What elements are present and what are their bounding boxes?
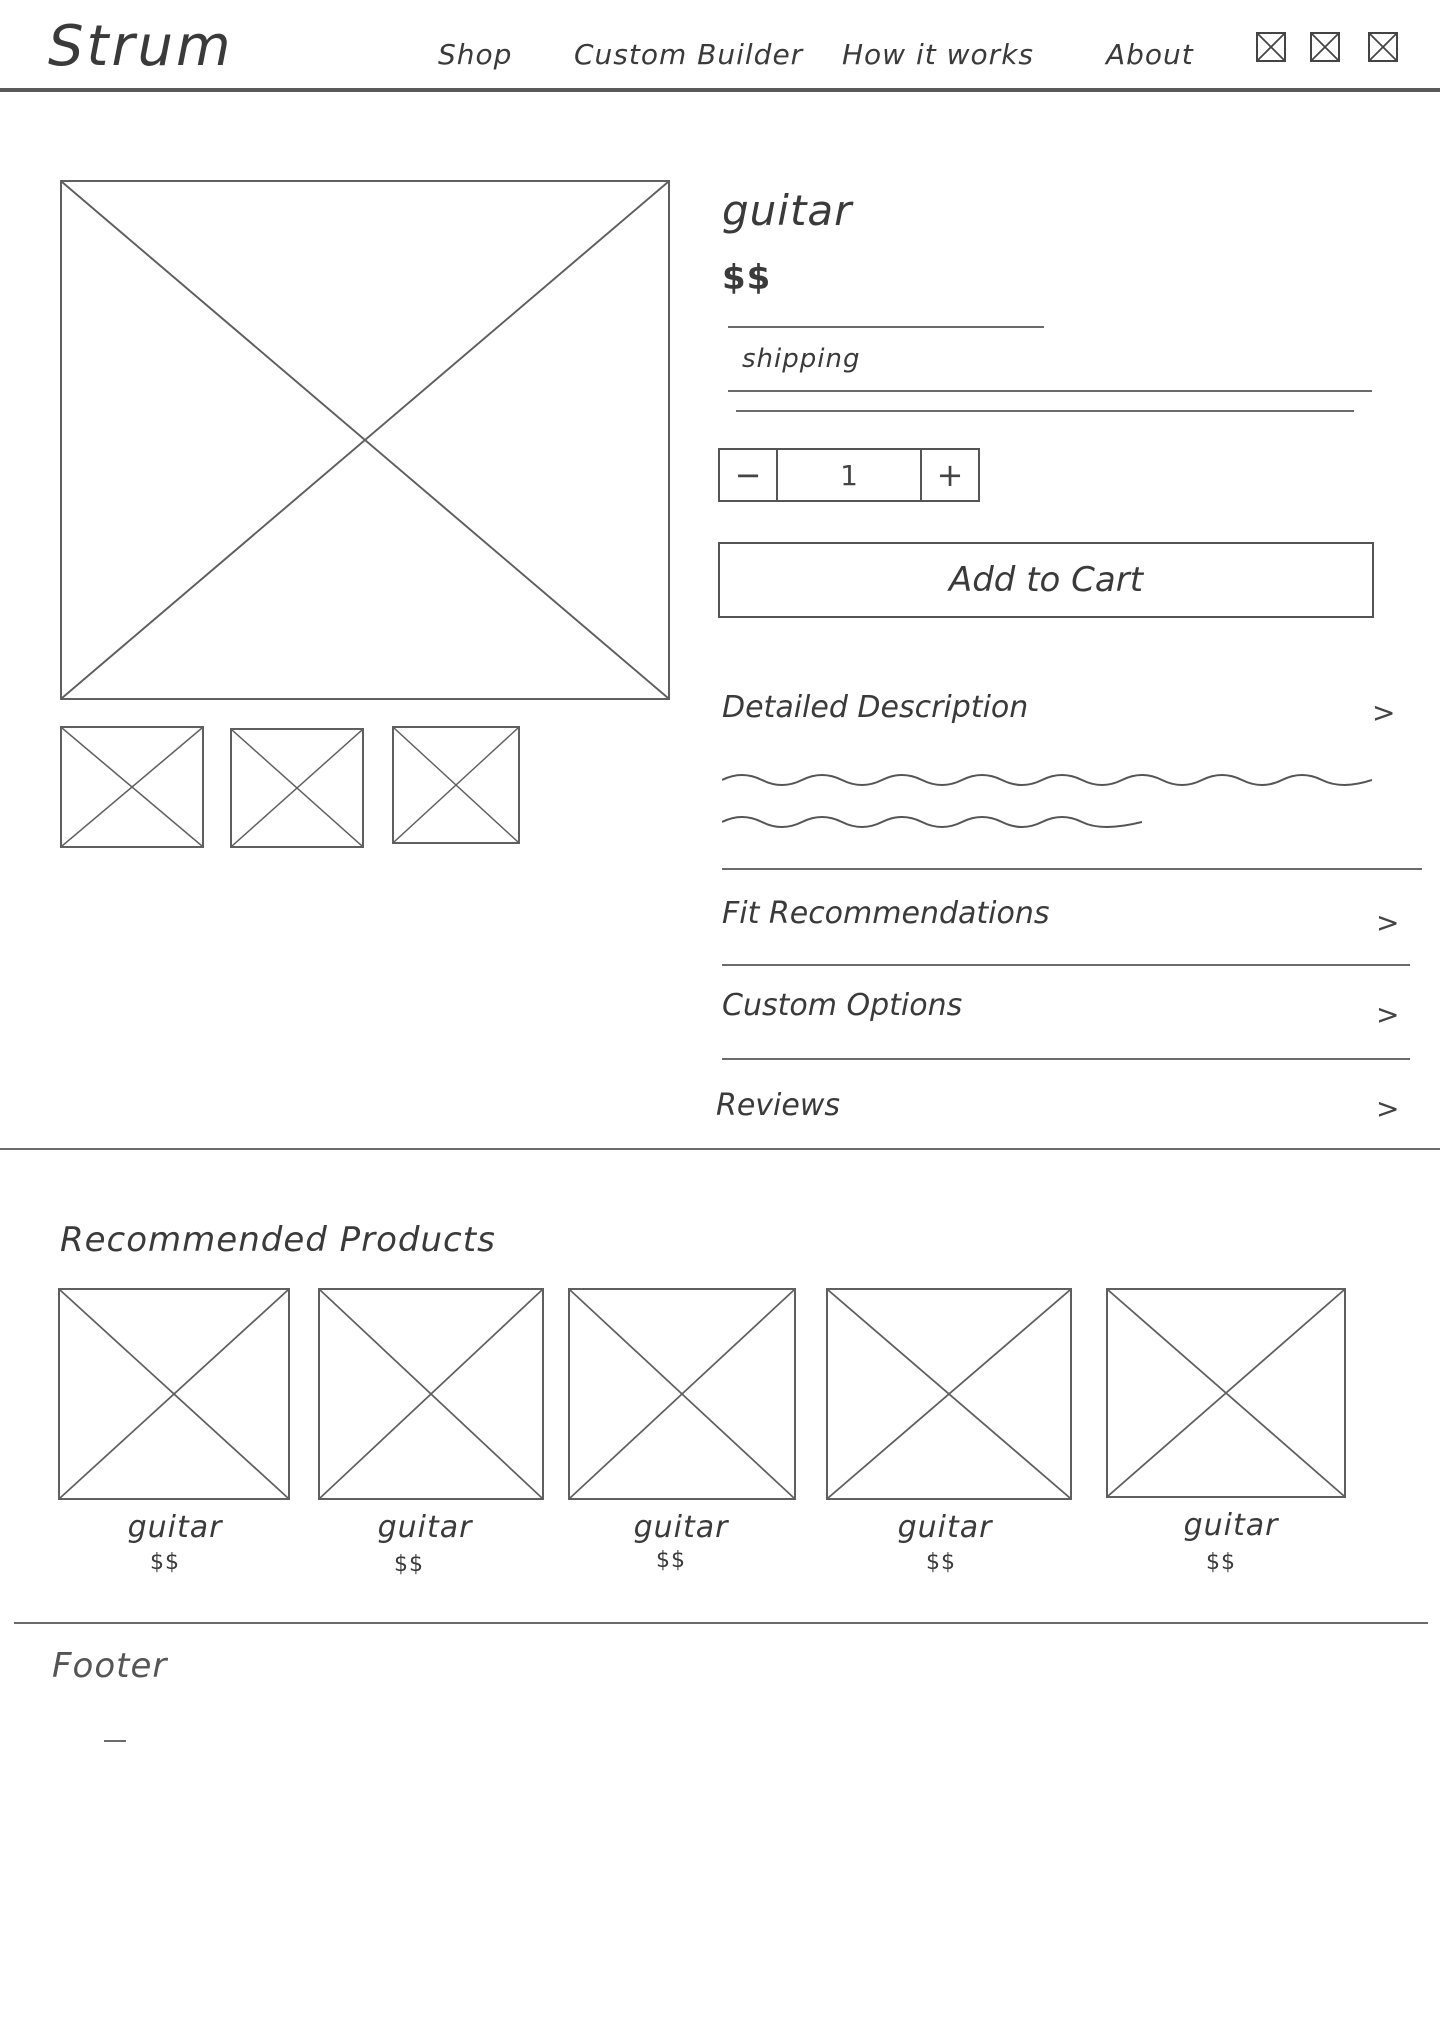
image-placeholder-icon bbox=[60, 1290, 288, 1498]
section-divider-3 bbox=[722, 1058, 1410, 1060]
quantity-increase-button[interactable]: + bbox=[920, 450, 978, 500]
image-placeholder-icon bbox=[1312, 34, 1338, 60]
image-placeholder-icon bbox=[1258, 34, 1284, 60]
chevron-right-icon[interactable]: > bbox=[1376, 998, 1400, 1031]
chevron-right-icon[interactable]: > bbox=[1372, 696, 1396, 729]
recommended-product-price-4: $$ bbox=[926, 1550, 956, 1575]
nav-shop[interactable]: Shop bbox=[438, 38, 513, 71]
chevron-right-icon[interactable]: > bbox=[1376, 906, 1400, 939]
nav-about[interactable]: About bbox=[1106, 38, 1194, 71]
product-title: guitar bbox=[722, 186, 853, 235]
add-to-cart-button[interactable]: Add to Cart bbox=[718, 542, 1374, 618]
chevron-right-icon[interactable]: > bbox=[1376, 1092, 1400, 1125]
quantity-stepper bbox=[718, 448, 980, 502]
shipping-divider-2 bbox=[736, 410, 1354, 412]
nav-how-it-works[interactable]: How it works bbox=[842, 38, 1034, 71]
image-placeholder-icon bbox=[1108, 1290, 1344, 1496]
section-detailed-description[interactable]: Detailed Description bbox=[722, 690, 1029, 725]
recommended-product-name-3[interactable]: guitar bbox=[633, 1510, 729, 1545]
thumbnail-2[interactable] bbox=[230, 728, 364, 848]
image-placeholder-icon bbox=[828, 1290, 1070, 1498]
header-icon-1[interactable] bbox=[1256, 32, 1286, 62]
image-placeholder-icon bbox=[570, 1290, 794, 1498]
thumbnail-1[interactable] bbox=[60, 726, 204, 848]
main-product-image[interactable] bbox=[60, 180, 670, 700]
recommended-product-name-5[interactable]: guitar bbox=[1183, 1508, 1279, 1543]
header-icon-2[interactable] bbox=[1310, 32, 1340, 62]
quantity-decrease-button[interactable]: − bbox=[720, 450, 778, 500]
product-section-divider bbox=[0, 1148, 1440, 1150]
recommended-title: Recommended Products bbox=[60, 1220, 496, 1260]
thumbnail-3[interactable] bbox=[392, 726, 520, 844]
nav-custom-builder[interactable]: Custom Builder bbox=[574, 38, 804, 71]
image-placeholder-icon bbox=[394, 728, 518, 842]
shipping-label: shipping bbox=[742, 344, 861, 374]
recommended-product-price-5: $$ bbox=[1206, 1550, 1236, 1575]
footer-title: Footer bbox=[52, 1646, 168, 1686]
recommended-product-image-4[interactable] bbox=[826, 1288, 1072, 1500]
recommended-product-image-1[interactable] bbox=[58, 1288, 290, 1500]
site-logo[interactable]: Strum bbox=[48, 14, 234, 79]
image-placeholder-icon bbox=[62, 728, 202, 846]
footer-divider bbox=[14, 1622, 1428, 1624]
description-text-line-1 bbox=[722, 768, 1372, 792]
image-placeholder-icon bbox=[232, 730, 362, 846]
product-price: $$ bbox=[722, 258, 772, 298]
recommended-product-price-2: $$ bbox=[394, 1552, 424, 1577]
recommended-product-price-3: $$ bbox=[656, 1548, 686, 1573]
recommended-product-image-3[interactable] bbox=[568, 1288, 796, 1500]
image-placeholder-icon bbox=[1370, 34, 1396, 60]
price-divider bbox=[728, 326, 1044, 328]
image-placeholder-icon bbox=[320, 1290, 542, 1498]
description-text-line-2 bbox=[722, 810, 1142, 834]
recommended-product-name-1[interactable]: guitar bbox=[127, 1510, 223, 1545]
recommended-product-image-5[interactable] bbox=[1106, 1288, 1346, 1498]
recommended-product-price-1: $$ bbox=[150, 1550, 180, 1575]
shipping-divider-1 bbox=[728, 390, 1372, 392]
header-icon-3[interactable] bbox=[1368, 32, 1398, 62]
section-custom-options[interactable]: Custom Options bbox=[722, 988, 963, 1023]
section-reviews[interactable]: Reviews bbox=[716, 1088, 841, 1123]
section-divider-2 bbox=[722, 964, 1410, 966]
image-placeholder-icon bbox=[62, 182, 668, 698]
section-divider-1 bbox=[722, 868, 1422, 870]
quantity-input[interactable] bbox=[778, 450, 920, 500]
footer-mark bbox=[104, 1740, 126, 1742]
recommended-product-name-4[interactable]: guitar bbox=[897, 1510, 993, 1545]
header-divider bbox=[0, 88, 1440, 92]
recommended-product-name-2[interactable]: guitar bbox=[377, 1510, 473, 1545]
section-fit-recommendations[interactable]: Fit Recommendations bbox=[722, 896, 1050, 931]
recommended-product-image-2[interactable] bbox=[318, 1288, 544, 1500]
